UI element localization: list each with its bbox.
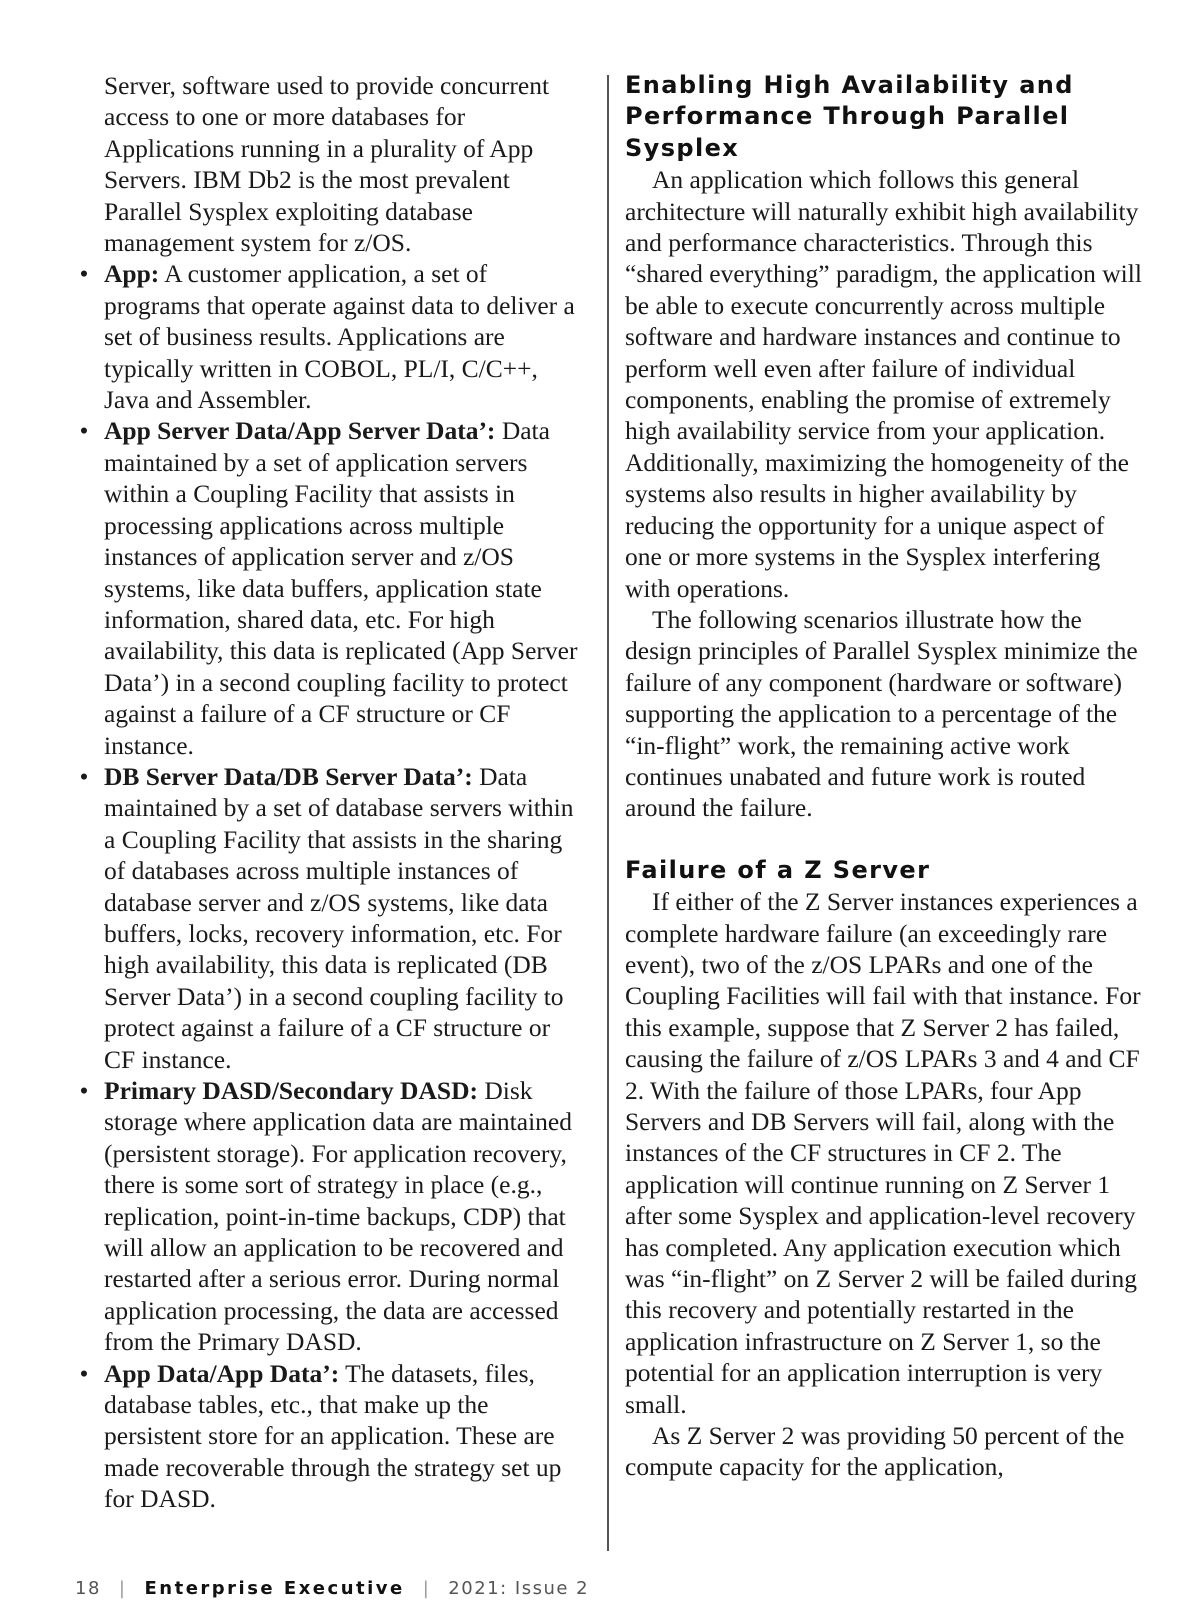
list-item (77, 1358, 587, 1515)
item-term: App Data/App Data’: (104, 1358, 340, 1388)
item-text: A customer application, a set of programs that operate against data to deliver a set of business results. Applications are typically written in COBOL, PL/I, C/C++, Java and Assembler. (104, 259, 575, 415)
list-item (77, 415, 587, 760)
item-text: Data maintained by a set of application servers within a Coupling Facility that assists in processing applications across multiple instances of application server and z/OS systems, like data buffers, application state information, shared data, etc. For high availability, this data is replicated (App Server Data’) in a second coupling facility to protect against a failure of a CF structure or CF instance. (104, 416, 578, 760)
item-term: App: (104, 259, 160, 289)
list-item (77, 761, 587, 1075)
item-term: DB Server Data/DB Server Data’: (104, 761, 473, 791)
item-text: Data maintained by a set of database servers within a Coupling Facility that assists in the sharing of databases across multiple instances of database server and z/OS systems, like data buffers, locks, recovery information, etc. For high availability, this data is replicated (DB Server Data’) in a second coupling facility to protect against a failure of a CF structure or CF instance. (104, 761, 574, 1074)
page-number: 18 (75, 1578, 101, 1599)
section-heading: Enabling High Availability and Performance Through Parallel Sysplex (625, 71, 1074, 162)
paragraph: If either of the Z Server instances experiences a complete hardware failure (an exceedingly rare event), two of the z/OS LPARs and one of the Coupling Facilities will fail with that instance. For this example, suppose that Z Server 2 has failed, causing the failure of z/OS LPARs 3 and 4 and CF 2. With the failure of those LPARs, four App Servers and DB Servers will fail, along with the instances of the CF structures in CF 2. The application will continue running on Z Server 1 after some Sysplex and application-level recovery has completed. Any application execution which was “in-flight” on Z Server 2 will be failed during this recovery and potentially restarted in the application infrastructure on Z Server 1, so the potential for an application interruption is very small. (625, 887, 1141, 1419)
list-item (77, 258, 587, 415)
footer-separator: | (118, 1578, 127, 1599)
item-text: Disk storage where application data are maintained (persistent storage). For application recovery, there is some sort of strategy in place (e.g., replication, point-in-time backups, CDP) that will allow an application to be recovered and restarted after a serious error. During normal application processing, the data are accessed from the Primary DASD. (104, 1076, 572, 1357)
paragraph: As Z Server 2 was providing 50 percent of the compute capacity for the application, (625, 1421, 1125, 1482)
section-heading: Failure of a Z Server (625, 855, 931, 884)
magazine-title: Enterprise Executive (144, 1578, 405, 1599)
paragraph: The following scenarios illustrate how the design principles of Parallel Sysplex minimize the failure of any component (hardware or software) supporting the application to a percentage of the “in-flight” work, the remaining active work continues unabated and future work is routed around the failure. (625, 604, 1138, 823)
right-column (625, 70, 1145, 1483)
issue-label: 2021: Issue 2 (448, 1578, 590, 1599)
continued-text: Server, software used to provide concurrent access to one or more databases for Applications running in a plurality of App Servers. IBM Db2 is the most prevalent Parallel Sysplex exploiting database management system for z/OS. (104, 71, 550, 258)
item-term: Primary DASD/Secondary DASD: (104, 1076, 478, 1105)
footer-separator: | (422, 1578, 431, 1599)
left-column (77, 70, 587, 1515)
list-item (77, 1075, 587, 1358)
definition-list (77, 258, 587, 1514)
column-divider (607, 75, 609, 1551)
page-footer (75, 1578, 589, 1599)
item-term: App Server Data/App Server Data’: (104, 416, 496, 446)
item-text: The datasets, files, database tables, etc., that make up the persistent store for an application. These are made recoverable through the strategy set up for DASD. (104, 1358, 562, 1514)
paragraph: An application which follows this general architecture will naturally exhibit high availability and performance characteristics. Through this “shared everything” paradigm, the application will be able to execute concurrently across multiple software and hardware instances and continue to perform well even after failure of individual components, enabling the promise of extremely high availability service from your application. Additionally, maximizing the homogeneity of the systems also results in higher availability by reducing the opportunity for a unique aspect of one or more systems in the Sysplex interfering with operations. (625, 165, 1142, 603)
